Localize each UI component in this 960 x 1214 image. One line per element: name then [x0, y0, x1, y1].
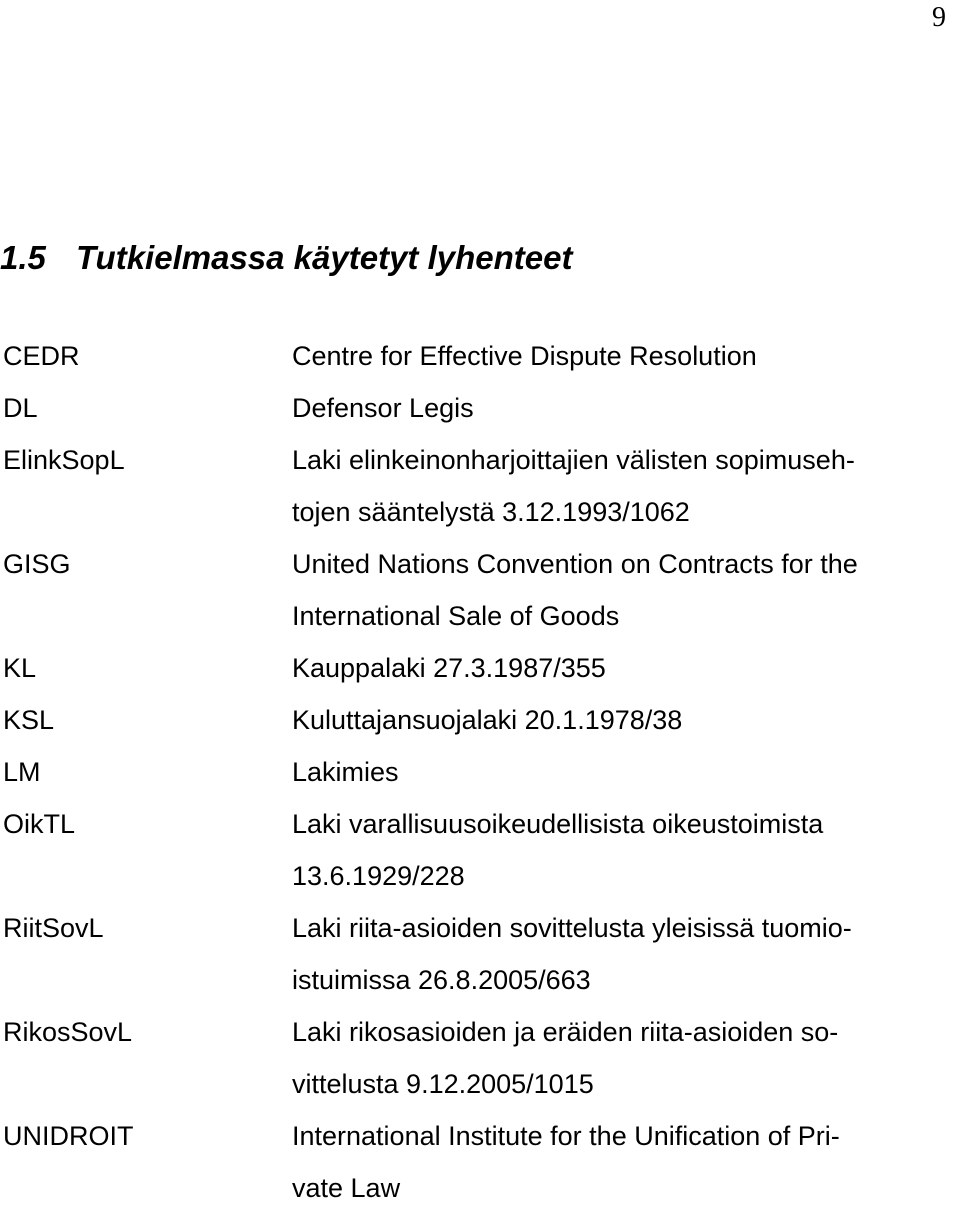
- definition-line: tojen sääntelystä 3.12.1993/1062: [292, 497, 690, 527]
- abbreviation-entry: [0, 330, 960, 382]
- abbreviation-definition: [292, 538, 960, 642]
- definition-line: Kuluttajansuojalaki 20.1.1978/38: [292, 705, 683, 735]
- definition-line: Laki riita-asioiden sovittelusta yleisissä tuomio-: [292, 913, 852, 943]
- abbreviation-entry: [0, 642, 960, 694]
- abbreviation-term: RikosSovL: [3, 1017, 133, 1047]
- abbreviation-entry: [0, 694, 960, 746]
- abbreviation-term: KL: [3, 653, 37, 683]
- section-heading: [0, 236, 960, 280]
- abbreviation-entry: [0, 1110, 960, 1214]
- abbreviation-term: OikTL: [3, 809, 76, 839]
- abbreviation-entry: [0, 746, 960, 798]
- definition-line: Lakimies: [292, 757, 399, 787]
- page-number: 9: [932, 2, 946, 33]
- definition-line: vate Law: [292, 1173, 401, 1203]
- abbreviation-definition: [292, 434, 960, 538]
- abbreviation-definition: [292, 902, 960, 1006]
- abbreviation-entry: [0, 434, 960, 538]
- abbreviation-definition: [292, 694, 960, 746]
- abbreviation-entry: [0, 1006, 960, 1110]
- abbreviation-term: GISG: [3, 549, 71, 579]
- abbreviation-definition: [292, 746, 960, 798]
- abbreviation-definition: [292, 642, 960, 694]
- abbreviation-entry: [0, 902, 960, 1006]
- definition-line: United Nations Convention on Contracts for the: [292, 549, 858, 579]
- abbreviation-term: DL: [3, 393, 38, 423]
- abbreviation-entry: [0, 798, 960, 902]
- abbreviation-term: UNIDROIT: [3, 1121, 134, 1151]
- abbreviation-entry: [0, 538, 960, 642]
- definition-line: vittelusta 9.12.2005/1015: [292, 1069, 594, 1099]
- definition-line: Defensor Legis: [292, 393, 474, 423]
- definition-line: Laki elinkeinonharjoittajien välisten sopimuseh-: [292, 445, 855, 475]
- abbreviation-term: ElinkSopL: [3, 445, 125, 475]
- abbreviation-term: LM: [3, 757, 41, 787]
- abbreviation-definition: [292, 1006, 960, 1110]
- abbreviation-list: [0, 330, 960, 1214]
- definition-line: Kauppalaki 27.3.1987/355: [292, 653, 606, 683]
- definition-line: istuimissa 26.8.2005/663: [292, 965, 591, 995]
- abbreviation-definition: [292, 798, 960, 902]
- definition-line: International Institute for the Unification of Pri-: [292, 1121, 840, 1151]
- abbreviation-definition: [292, 382, 960, 434]
- section-title: Tutkielmassa käytetyt lyhenteet: [76, 239, 573, 276]
- definition-line: International Sale of Goods: [292, 601, 620, 631]
- definition-line: Centre for Effective Dispute Resolution: [292, 341, 757, 371]
- abbreviation-definition: [292, 1110, 960, 1214]
- abbreviation-term: CEDR: [3, 341, 80, 371]
- definition-line: Laki rikosasioiden ja eräiden riita-asioiden so-: [292, 1017, 839, 1047]
- abbreviation-term: KSL: [3, 705, 55, 735]
- abbreviation-entry: [0, 382, 960, 434]
- definition-line: 13.6.1929/228: [292, 861, 465, 891]
- abbreviation-definition: [292, 330, 960, 382]
- definition-line: Laki varallisuusoikeudellisista oikeustoimista: [292, 809, 824, 839]
- section-number: 1.5: [0, 239, 46, 276]
- abbreviation-term: RiitSovL: [3, 913, 104, 943]
